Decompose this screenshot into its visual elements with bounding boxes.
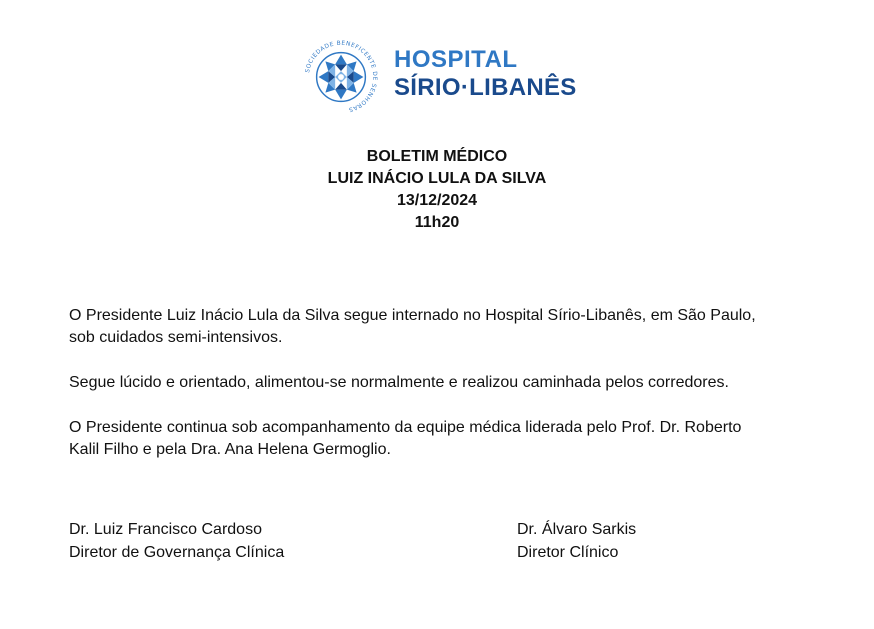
paragraph-medical-team-line-2: Kalil Filho e pela Dra. Ana Helena Germoglio. — [69, 441, 391, 458]
signature-left-role: Diretor de Governança Clínica — [69, 544, 285, 561]
paragraph-status-line-1: O Presidente Luiz Inácio Lula da Silva segue internado no Hospital Sírio-Libanês, em São Paulo, — [69, 307, 756, 324]
bulletin-date: 13/12/2024 — [396, 192, 478, 209]
patient-name: LUIZ INÁCIO LULA DA SILVA — [327, 170, 547, 187]
paragraph-status-line-2: sob cuidados semi-intensivos. — [69, 329, 283, 346]
signature-right-role: Diretor Clínico — [517, 544, 619, 561]
signature-left-name: Dr. Luiz Francisco Cardoso — [69, 521, 262, 538]
signature-right — [517, 518, 636, 564]
signature-left — [69, 518, 284, 564]
signature-right-name: Dr. Álvaro Sarkis — [517, 521, 637, 538]
logo-ring-text: SOCIEDADE BENEFICENTE DE SENHORAS — [305, 40, 378, 113]
paragraph-condition-line: Segue lúcido e orientado, alimentou-se normalmente e realizou caminhada pelos corredores. — [69, 374, 729, 391]
paragraph-medical-team — [69, 417, 799, 461]
bulletin-header — [0, 146, 874, 234]
paragraph-condition — [69, 372, 799, 394]
logo-line-hospital: HOSPITAL — [394, 46, 518, 73]
bulletin-title: BOLETIM MÉDICO — [366, 148, 508, 165]
paragraph-status — [69, 305, 799, 349]
logo-wordmark — [394, 48, 577, 100]
hospital-emblem-icon — [302, 38, 380, 116]
bulletin-time: 11h20 — [414, 214, 460, 231]
hospital-logo — [302, 38, 582, 118]
paragraph-medical-team-line-1: O Presidente continua sob acompanhamento da equipe médica liderada pelo Prof. Dr. Roberto — [69, 419, 742, 436]
logo-line-sirio-libanes: SÍRIO·LIBANÊS — [394, 74, 577, 101]
